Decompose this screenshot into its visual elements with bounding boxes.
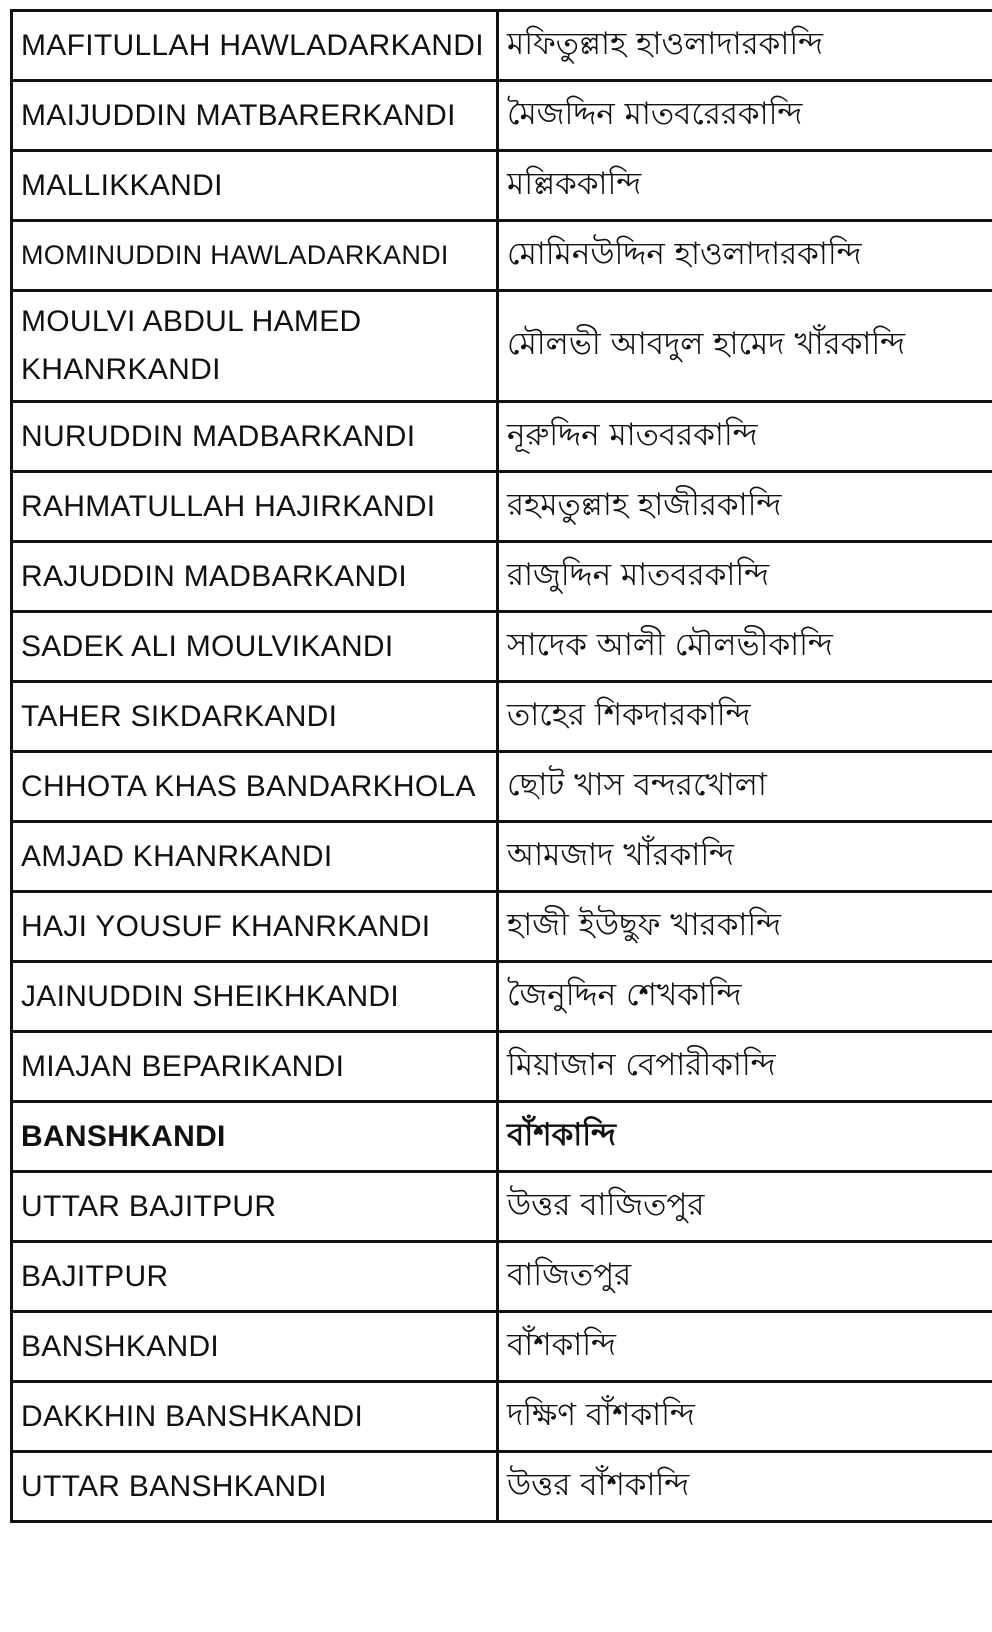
english-name-cell: MOULVI ABDUL HAMED KHANRKANDI [12,291,498,402]
english-name-cell: RAHMATULLAH HAJIRKANDI [12,472,498,542]
table-row [12,1452,992,1522]
english-name-cell: UTTAR BAJITPUR [12,1172,498,1242]
bengali-name-cell: মফিতুল্লাহ হাওলাদারকান্দি [498,11,992,81]
table-row [12,752,992,822]
english-section-heading: BANSHKANDI [12,1102,498,1172]
bengali-name-cell: মৈজদ্দিন মাতবরেরকান্দি [498,81,992,151]
english-name-cell: MALLIKKANDI [12,151,498,221]
english-name-cell: MIAJAN BEPARIKANDI [12,1032,498,1102]
bengali-name-cell: বাজিতপুর [498,1242,992,1312]
english-name-cell: CHHOTA KHAS BANDARKHOLA [12,752,498,822]
english-name-cell: HAJI YOUSUF KHANRKANDI [12,892,498,962]
table-row [12,1172,992,1242]
bengali-name-cell: হাজী ইউছুফ খারকান্দি [498,892,992,962]
english-name-cell: MOMINUDDIN HAWLADARKANDI [12,221,498,291]
bengali-name-cell: রাজুদ্দিন মাতবরকান্দি [498,542,992,612]
bengali-name-cell: বাঁশকান্দি [498,1312,992,1382]
english-name-cell: BAJITPUR [12,1242,498,1312]
table-row [12,402,992,472]
section-heading-row [12,1102,992,1172]
table-row [12,151,992,221]
english-name-cell: JAINUDDIN SHEIKHKANDI [12,962,498,1032]
bengali-name-cell: মল্লিককান্দি [498,151,992,221]
bengali-section-heading: বাঁশকান্দি [498,1102,992,1172]
table-row [12,682,992,752]
table-row [12,1312,992,1382]
table-row [12,962,992,1032]
table-row [12,291,992,402]
place-names-table [10,9,992,1523]
bengali-name-cell: মোমিনউদ্দিন হাওলাদারকান্দি [498,221,992,291]
bengali-name-cell: মৌলভী আবদুল হামেদ খাঁরকান্দি [498,291,992,402]
table-row [12,221,992,291]
bengali-name-cell: তাহের শিকদারকান্দি [498,682,992,752]
english-name-cell: BANSHKANDI [12,1312,498,1382]
table-row [12,11,992,81]
table-row [12,1382,992,1452]
table-row [12,542,992,612]
english-name-cell: MAIJUDDIN MATBARERKANDI [12,81,498,151]
english-name-cell: NURUDDIN MADBARKANDI [12,402,498,472]
english-name-cell: TAHER SIKDARKANDI [12,682,498,752]
table-row [12,892,992,962]
table-row [12,612,992,682]
bengali-name-cell: উত্তর বাঁশকান্দি [498,1452,992,1522]
english-name-cell: UTTAR BANSHKANDI [12,1452,498,1522]
bengali-name-cell: জৈনুদ্দিন শেখকান্দি [498,962,992,1032]
bengali-name-cell: উত্তর বাজিতপুর [498,1172,992,1242]
bengali-name-cell: ছোট খাস বন্দরখোলা [498,752,992,822]
bengali-name-cell: রহমতুল্লাহ হাজীরকান্দি [498,472,992,542]
table-row [12,822,992,892]
english-name-cell: DAKKHIN BANSHKANDI [12,1382,498,1452]
english-name-cell: MAFITULLAH HAWLADARKANDI [12,11,498,81]
english-name-cell: SADEK ALI MOULVIKANDI [12,612,498,682]
bengali-name-cell: মিয়াজান বেপারীকান্দি [498,1032,992,1102]
bengali-name-cell: সাদেক আলী মৌলভীকান্দি [498,612,992,682]
bengali-name-cell: আমজাদ খাঁরকান্দি [498,822,992,892]
bengali-name-cell: দক্ষিণ বাঁশকান্দি [498,1382,992,1452]
bengali-name-cell: নূরুদ্দিন মাতবরকান্দি [498,402,992,472]
table-row [12,81,992,151]
english-name-cell: AMJAD KHANRKANDI [12,822,498,892]
table-row [12,472,992,542]
table-row [12,1242,992,1312]
table-row [12,1032,992,1102]
english-name-cell: RAJUDDIN MADBARKANDI [12,542,498,612]
